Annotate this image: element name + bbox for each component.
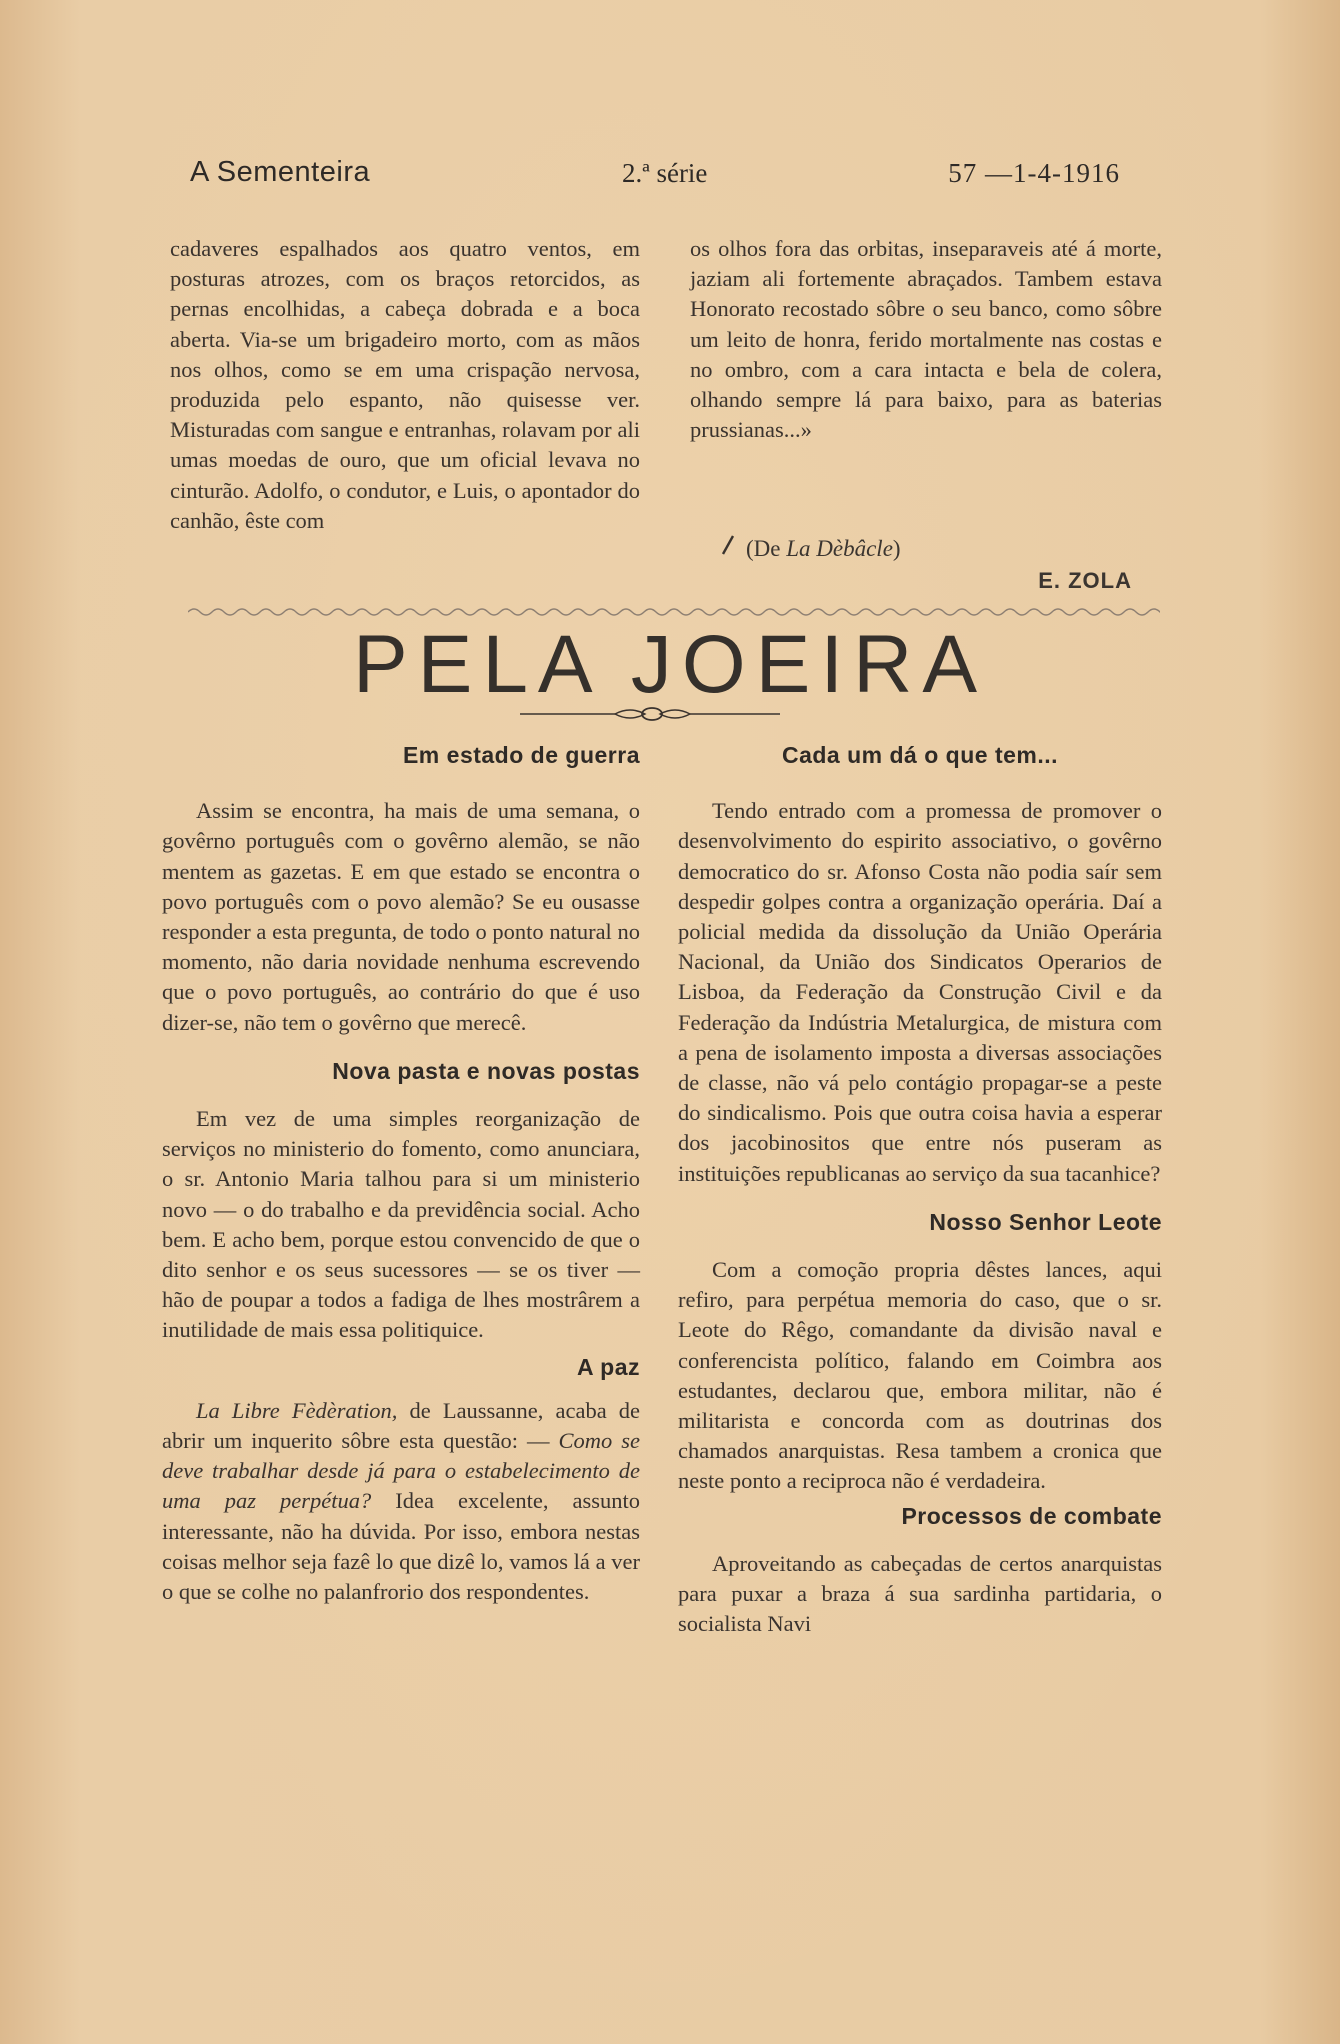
article-nosso-senhor-leote — [678, 1207, 1162, 1497]
article-heading: Cada um dá o que tem... — [781, 742, 1059, 768]
article-processos-de-combate — [678, 1501, 1162, 1640]
article-heading: A paz — [577, 1353, 640, 1380]
pen-mark-icon — [720, 534, 736, 562]
right-column-articles — [678, 740, 1162, 1639]
source-prefix: (De — [746, 536, 787, 561]
article-heading: Em estado de guerra — [402, 742, 640, 768]
article-body: Com a comoção propria dêstes lances, aqui refiro, para perpétua memoria do caso, que o sr. Leote do Rêgo, comandante da divisão naval e conferencista político, falando em Coimbra aos estudantes, declarou que, embora militar, não é militarista e concorda com as doutrinas dos chamados anarquistas. Resa tambem a cronica que neste ponto a reciproca não é verdadeira. — [678, 1257, 1162, 1494]
source-suffix: ) — [892, 536, 901, 561]
ornament-divider-icon — [520, 702, 780, 726]
article-body: Assim se encontra, ha mais de uma semana, o govêrno português com o govêrno alemão, se não mentem as gazetas. E em que estado se encontra o povo português com o povo alemão? Se eu ousasse responder a esta pregunta, de todo o ponto natural no momento, não daria novidade nenhuma escrevendo que o povo português, ao contrário do que é uso dizer-se, não tem o govêrno que merecê. — [162, 798, 640, 1035]
zola-excerpt-right — [690, 234, 1162, 445]
inquiry-question: Como se deve trabalhar desde já para o estabelecimento de uma paz perpétua? — [162, 1428, 641, 1514]
article-body: Em vez de uma simples reorganização de serviços no ministerio do fomento, como anunciara, o sr. Antonio Maria talhou para si um ministerio novo — o do trabalho e da previdência social. Acho bem. E acho bem, porque estou convencido de que o dito senhor e os seus sucessores — se os tiver — hão de poupar a todos a fadiga de lhes mostrârem a inutilidade de mais essa politiquice. — [162, 1106, 640, 1343]
page-header — [190, 156, 1120, 196]
excerpt-paragraph: cadaveres espalhados aos quatro ventos, em posturas atrozes, com os braços retorcidos, as pernas encolhidas, a cabeça dobrada e a boca aberta. Via-se um brigadeiro morto, com as mãos nos olhos, como se em uma crispação nervosa, produzida pelo espanto, não quisesse ver. Misturadas com sangue e entranhas, rolavam por ali umas moedas de ouro, que um oficial levava no cinturão. Adolfo, o condutor, e Luis, o apontador do canhão, êste com — [170, 236, 640, 533]
section-banner: PELA JOEIRA — [352, 619, 988, 710]
zola-excerpt-left — [170, 234, 640, 536]
author-signature: E. ZOLA — [1038, 568, 1132, 593]
journal-name: La Libre Fèdèration, — [196, 1397, 398, 1423]
issue-number-date: 57 —1-4-1916 — [948, 158, 1120, 188]
left-column-articles — [162, 740, 640, 1607]
article-a-paz — [162, 1352, 640, 1608]
article-heading: Nosso Senhor Leote — [929, 1208, 1162, 1235]
article-heading: Processos de combate — [901, 1502, 1162, 1529]
article-body: Tendo entrado com a promessa de promover o desenvolvimento do espirito associativo, o govêrno democratico do sr. Afonso Costa não podia saír sem despedir golpes contra a organização operária. Daí a policial medida da dissolução da União Operária Nacional, da União dos Sindicatos Operarios de Lisboa, da Federação da Construção Civil e da Federação da Indústria Metalurgica, de mistura com a pena de isolamento imposta a diversas associações de classe, não vá pelo contágio propagar-se a peste do sindicalismo. Pois que outra coisa havia a esperar dos jacobinositos que entre nós puseram as instituições republicanas ao serviço da sua tacanhice? — [678, 798, 1162, 1186]
series-label: 2.ª série — [622, 158, 708, 188]
excerpt-paragraph: os olhos fora das orbitas, inseparaveis até á morte, jaziam ali fortemente abraçados. Tambem estava Honorato recostado sôbre o seu banco, como sôbre um leito de honra, ferido mortalmente nas costas e no ombro, com a cara intacta e bela de colera, olhando sempre lá para baixo, para as baterias prussianas...» — [690, 236, 1162, 443]
source-citation — [720, 534, 901, 562]
source-title: La Dèbâcle — [786, 536, 893, 561]
article-body: Aproveitando as cabeçadas de certos anarquistas para puxar a braza á sua sardinha partidaria, o socialista Navi — [678, 1550, 1162, 1637]
journal-title: A Sementeira — [190, 156, 371, 188]
article-heading: Nova pasta e novas postas — [332, 1057, 640, 1084]
article-cada-um-da — [678, 740, 1162, 1189]
article-body: La Libre Fèdèration, de Laussanne, acaba de abrir um inquerito sôbre esta questão: — Como se deve trabalhar desde já para o estabelecimento de uma paz perpétua? Idea excelente, assunto interessante, não ha dúvida. Por isso, embora nestas coisas melhor seja fazê lo que dizê lo, vamos lá a ver o que se colhe no palanfrorio dos respondentes. — [162, 1397, 641, 1605]
article-nova-pasta — [162, 1056, 640, 1346]
article-em-estado-de-guerra — [162, 740, 640, 1038]
